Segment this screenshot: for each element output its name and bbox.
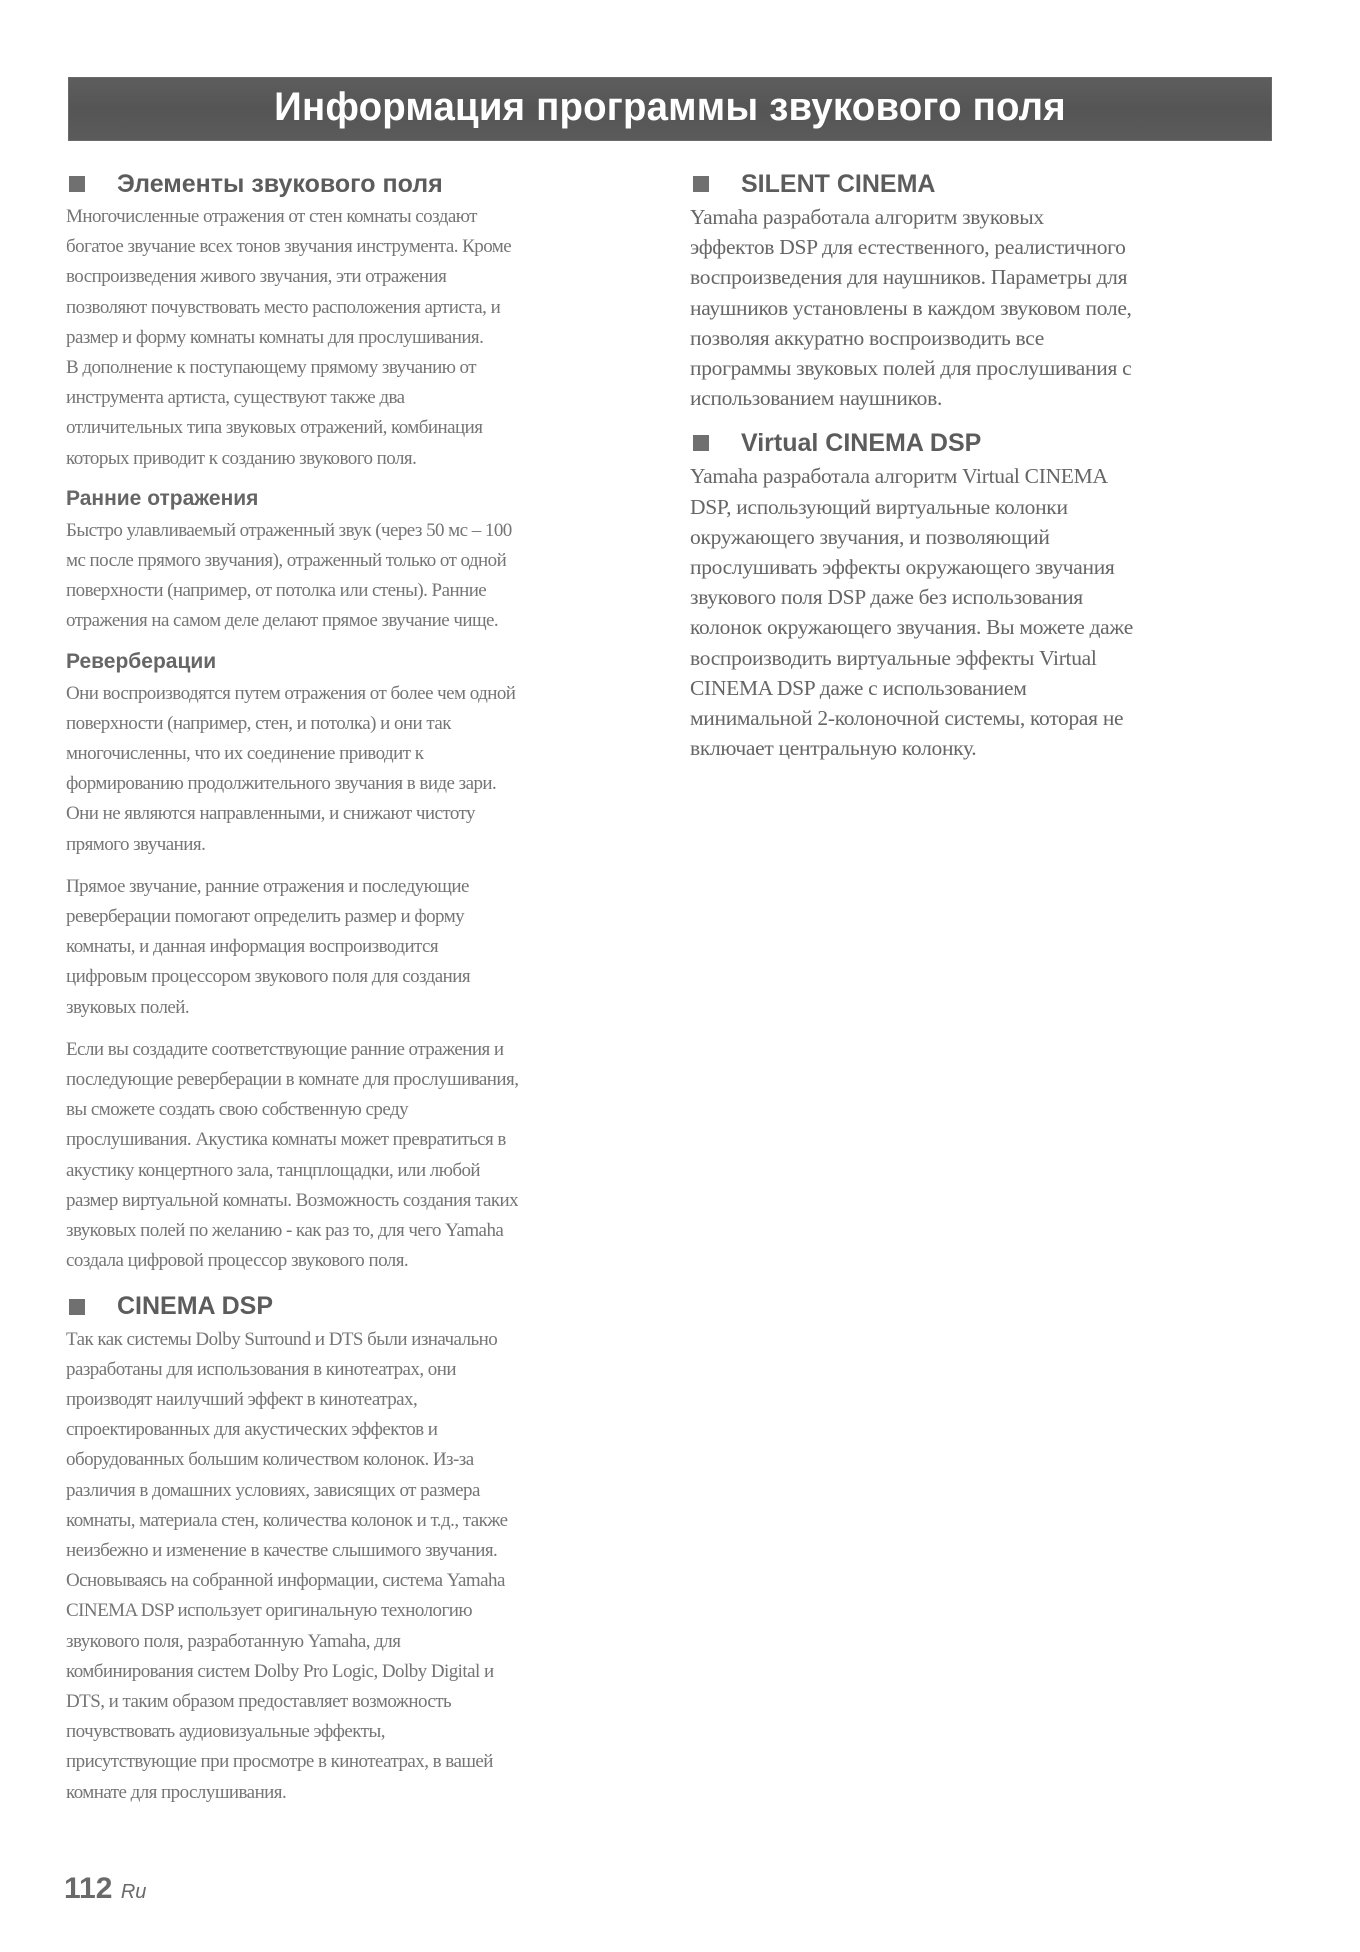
text-line: Многочисленные отражения от стен комнаты создают <box>66 206 477 227</box>
text-line: Основываясь на собранной информации, система Yamaha <box>66 1570 505 1592</box>
text-line: размер виртуальной комнаты. Возможность создания таких <box>66 1189 519 1211</box>
text-line: Если вы создадите соответствующие ранние отражения и <box>66 1038 504 1060</box>
text-line: колонок окружающего звучания. Вы можете даже <box>690 615 1133 640</box>
text-line: Они воспроизводятся путем отражения от более чем одной <box>66 682 516 704</box>
text-line: создала цифровой процессор звукового поля. <box>66 1250 409 1272</box>
text-line: формированию продолжительного звучания в виде зари. <box>66 773 497 795</box>
text-line: Yamaha разработала алгоритм Virtual CINEMA <box>690 464 1108 489</box>
paragraph <box>66 1325 656 1808</box>
square-bullet-icon <box>69 1299 85 1315</box>
paragraph <box>66 516 656 637</box>
text-line: поверхности (например, стен, и потолка) и они так <box>66 712 451 734</box>
text-line: минимальной 2-колоночной системы, которая не <box>690 706 1124 731</box>
paragraph <box>690 202 1290 413</box>
square-bullet-icon <box>693 176 709 192</box>
paragraph <box>66 679 656 860</box>
text-line: окружающего звучания, и позволяющий <box>690 524 1050 549</box>
text-line: воспроизведения для наушников. Параметры для <box>690 265 1128 290</box>
section-virtual-cinema-dsp <box>690 425 1290 763</box>
language-code: Ru <box>120 1881 147 1903</box>
subsection-heading-early-reflections: Ранние отражения <box>66 486 259 510</box>
section-heading <box>690 166 1290 202</box>
text-line: звуковых полей по желанию - как раз то, для чего Yamaha <box>66 1220 504 1242</box>
section-heading-text: Элементы звукового поля <box>117 169 443 198</box>
text-line: Прямое звучание, ранние отражения и последующие <box>66 875 469 897</box>
text-line: размер и форму комнаты комнаты для прослушивания. <box>66 326 484 348</box>
text-line: отличительных типа звуковых отражений, комбинация <box>66 417 483 439</box>
section-cinema-dsp <box>66 1289 656 1808</box>
text-line: инструмента артиста, существуют также два <box>66 387 405 409</box>
text-line: Быстро улавливаемый отраженный звук (через 50 мс – 100 <box>66 519 512 541</box>
text-line: Они не являются направленными, и снижают чистоту <box>66 803 475 825</box>
text-line: неизбежно и изменение в качестве слышимого звучания. <box>66 1539 498 1561</box>
page-footer <box>64 1872 146 1906</box>
text-line: Так как системы Dolby Surround и DTS были изначально <box>66 1328 498 1350</box>
text-line: CINEMA DSP даже с использованием <box>690 675 1027 700</box>
text-line: воспроизведения живого звучания, эти отражения <box>66 266 447 288</box>
section-heading-text: CINEMA DSP <box>117 1292 274 1320</box>
section-sound-field-elements <box>66 166 656 1277</box>
text-line: оборудованных большим количеством колонок. Из-за <box>66 1449 474 1471</box>
text-line: многочисленны, что их соединение приводит к <box>66 743 424 765</box>
page-title: Информация программы звукового поля <box>274 85 1066 129</box>
text-line: позволяют почувствовать место расположения артиста, и <box>66 296 501 318</box>
text-line: присутствующие при просмотре в кинотеатрах, в вашей <box>66 1751 493 1773</box>
text-line: В дополнение к поступающему прямому звучанию от <box>66 357 476 379</box>
text-line: программы звуковых полей для прослушивания с <box>690 356 1132 381</box>
text-line: позволяя аккуратно воспроизводить все <box>690 325 1045 350</box>
text-line: различия в домашних условиях, зависящих от размера <box>66 1479 480 1501</box>
text-line: звуковых полей. <box>66 996 190 1018</box>
section-heading <box>690 425 1290 461</box>
text-line: поверхности (например, от потолка или стены). Ранние <box>66 580 487 602</box>
square-bullet-icon <box>693 435 709 451</box>
text-line: прослушивания. Акустика комнаты может превратиться в <box>66 1129 506 1151</box>
right-column <box>690 166 1290 763</box>
section-heading <box>66 166 656 202</box>
text-line: DSP, использующий виртуальные колонки <box>690 494 1068 519</box>
text-line: воспроизводить виртуальные эффекты Virtual <box>690 645 1097 670</box>
text-line: реверберации помогают определить размер и форму <box>66 906 465 928</box>
text-line: включает центральную колонку. <box>690 736 977 761</box>
text-line: разработаны для использования в кинотеатрах, они <box>66 1358 456 1380</box>
section-heading-text: SILENT CINEMA <box>741 169 936 198</box>
text-line: DTS, и таким образом предоставляет возможность <box>66 1690 452 1712</box>
text-line: которых приводит к созданию звукового поля. <box>66 447 417 469</box>
subsection-heading-reverberations: Реверберации <box>66 649 217 673</box>
page-title-bar <box>68 77 1272 141</box>
text-line: последующие реверберации в комнате для прослушивания, <box>66 1069 519 1091</box>
paragraph <box>66 1035 656 1277</box>
text-line: богатое звучание всех тонов звучания инструмента. Кроме <box>66 236 512 258</box>
text-line: спроектированных для акустических эффектов и <box>66 1419 438 1441</box>
text-line: прямого звучания. <box>66 833 206 855</box>
text-line: комбинирования систем Dolby Pro Logic, Dolby Digital и <box>66 1660 494 1682</box>
square-bullet-icon <box>69 176 85 192</box>
section-heading-text: Virtual CINEMA DSP <box>741 428 982 457</box>
text-line: производят наилучший эффект в кинотеатрах, <box>66 1388 418 1410</box>
paragraph <box>66 872 656 1023</box>
text-line: вы сможете создать свою собственную среду <box>66 1099 409 1121</box>
text-line: комнаты, материала стен, количества колонок и т.д., также <box>66 1509 508 1531</box>
text-line: эффектов DSP для естественного, реалистичного <box>690 235 1126 260</box>
text-line: использованием наушников. <box>690 386 943 411</box>
section-silent-cinema <box>690 166 1290 413</box>
text-line: акустику концертного зала, танцплощадки, или любой <box>66 1159 481 1181</box>
text-line: мс после прямого звучания), отраженный только от одной <box>66 550 507 572</box>
paragraph <box>690 461 1290 763</box>
text-line: отражения на самом деле делают прямое звучание чище. <box>66 610 499 632</box>
text-line: наушников установлены в каждом звуковом поле, <box>690 295 1132 320</box>
section-heading <box>66 1289 656 1325</box>
text-line: звукового поля DSP даже без использования <box>690 585 1083 610</box>
text-line: почувствовать аудиовизуальные эффекты, <box>66 1721 385 1743</box>
paragraph <box>66 202 656 474</box>
text-line: комнате для прослушивания. <box>66 1781 287 1803</box>
left-column <box>66 166 656 1808</box>
text-line: цифровым процессором звукового поля для создания <box>66 966 471 988</box>
text-line: Yamaha разработала алгоритм звуковых <box>690 205 1044 229</box>
page-number: 112 <box>64 1872 113 1905</box>
text-line: звукового поля, разработанную Yamaha, для <box>66 1630 401 1652</box>
text-line: комнаты, и данная информация воспроизводится <box>66 936 439 958</box>
text-line: CINEMA DSP использует оригинальную технологию <box>66 1600 472 1622</box>
text-line: прослушивать эффекты окружающего звучания <box>690 555 1115 580</box>
